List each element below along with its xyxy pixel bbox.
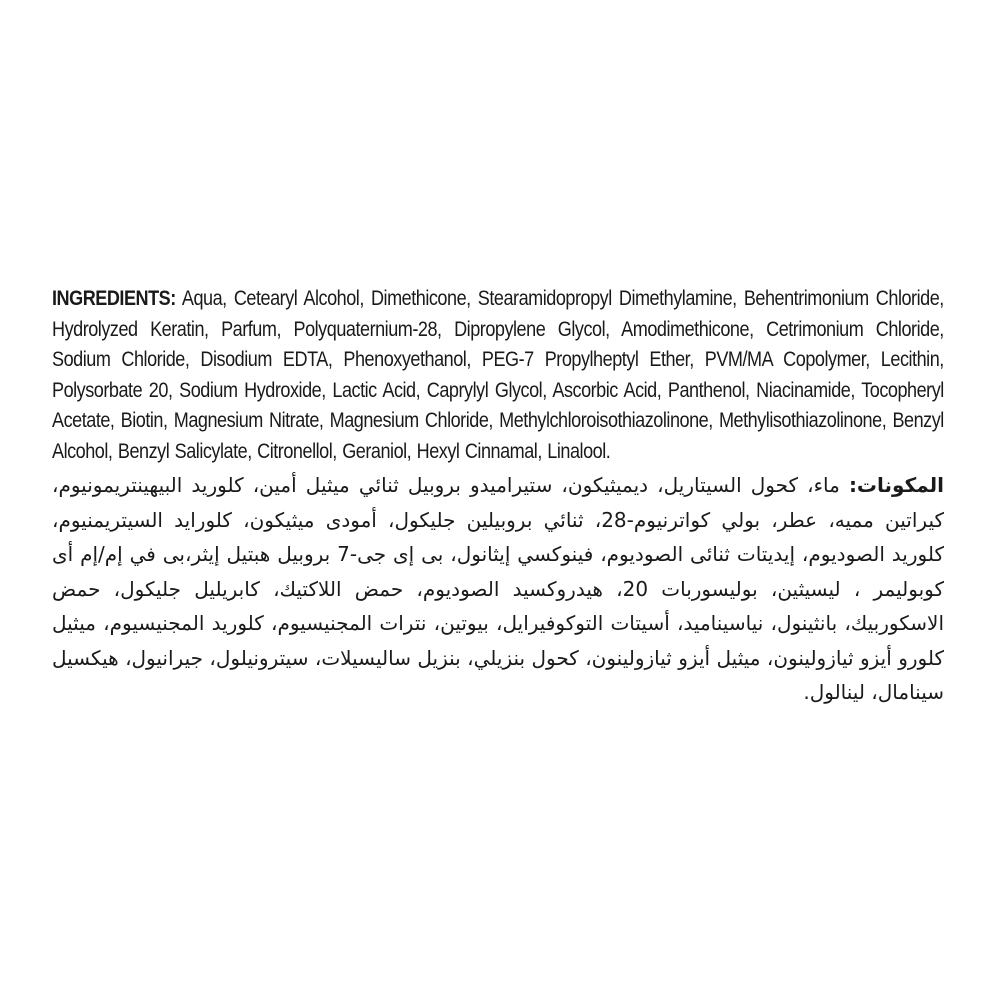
ingredients-list-en: Aqua, Cetearyl Alcohol, Dimethicone, Stearamidopropyl Dimethylamine, Behentrimonium Chloride, Hydrolyzed Keratin, Parfum, Polyquaternium-28, Dipropylene Glycol, Amodimethicone, Cetrimonium Chloride, Sodium Chloride, Disodium EDTA, Phenoxyethanol, PEG-7 Propylheptyl Ether, PVM/MA Copolymer, Lecithin, Polysorbate 20, Sodium Hydroxide, Lactic Acid, Caprylyl Glycol, Ascorbic Acid, Panthenol, Niacinamide, Tocopheryl Acetate, Biotin, Magnesium Nitrate, Magnesium Chloride, Methylchloroisothiazolinone, Methylisothiazolinone, Benzyl Alcohol, Benzyl Salicylate, Citronellol, Geraniol, Hexyl Cinnamal, Linalool.: [52, 287, 944, 463]
ingredients-heading-en: INGREDIENTS:: [52, 287, 176, 310]
ingredients-arabic: [52, 468, 944, 710]
ingredients-english: [52, 284, 944, 467]
ingredients-list-ar: ماء، كحول السيتاريل، ديميثيكون، ستيراميدو بروبيل ثنائي ميثيل أمين، كلوريد البيهينتريمونيوم، كيراتين مميه، عطر، بولي كواترنيوم-28، ثنائي بروبيلين جليكول، أمودى ميثيكون، كلورايد السيتريمنيوم، كلوريد الصوديوم، إيديتات ثنائى الصوديوم، فينوكسي إيثانول، بى إى جى-7 بروبيل هبتيل إيثر،بى في إم/إم أى كوبوليمر ، ليسيثين، بوليسوربات 20، هيدروكسيد الصوديوم، حمض اللاكتيك، كابريليل جليكول، حمض الاسكوربيك، بانثينول، نياسيناميد، أسيتات التوكوفيرايل، بيوتين، نترات المجنيسيوم، كلوريد المجنيسيوم، ميثيل كلورو أيزو ثيازولينون، ميثيل أيزو ثيازولينون، كحول بنزيلي، بنزيل ساليسيلات، سيترونيلول، جيرانيول، هيكسيل سينامال، لينالول.: [52, 473, 945, 704]
ingredients-heading-ar: المكونات:: [848, 473, 944, 497]
ingredients-label: [52, 284, 944, 710]
